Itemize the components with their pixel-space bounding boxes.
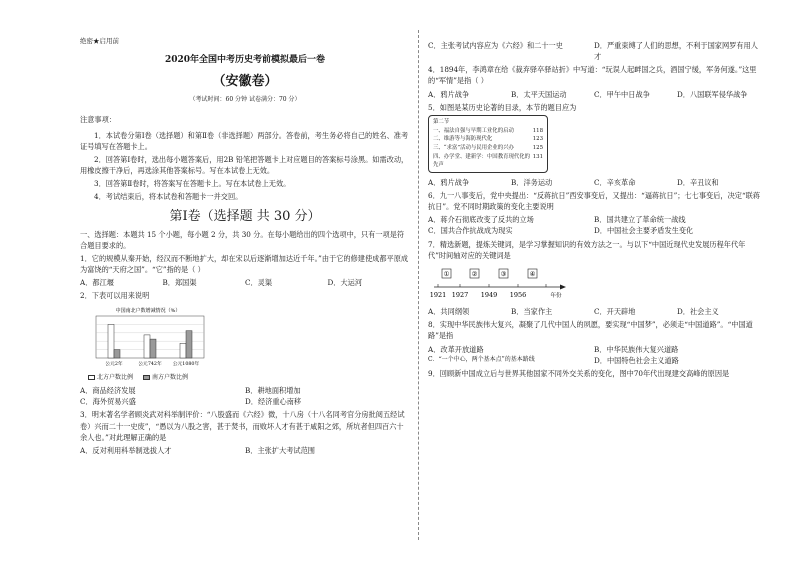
timeline-arrow-icon xyxy=(560,284,566,289)
question-options xyxy=(80,277,410,288)
timeline-unit: 年份 xyxy=(550,292,562,299)
notice-item: 2．回答第Ⅰ卷时，选出每小题答案后，用2B 铅笔把答题卡上对应题目的答案标号涂黑。如需改动，用橡皮擦干净后，再选涂其他答案标号。写在本试卷上无效。 xyxy=(80,154,409,176)
chart-bar xyxy=(114,349,120,357)
toc-header: 第二节 xyxy=(433,118,450,125)
question-stem: 4．1894年，李鸿章在给《裁弃驿卒驿站折》中写道：“玩误人起衅国之兵，酒国宁缓，军务何遂。”这里的“军情”是指（ ） xyxy=(428,65,757,86)
option[interactable]: A．反对利用科举制选拔人才 xyxy=(80,445,172,455)
option[interactable]: B．主张扩大考试范围 xyxy=(245,445,315,455)
question-options xyxy=(80,445,410,456)
timeline-marker: ③ xyxy=(500,269,507,278)
exam-title: 2020年全国中考历史考前模拟最后一卷 xyxy=(164,55,326,66)
notice-item: 3．回答第Ⅱ卷时，将答案写在答题卡上。写在本试卷上无效。 xyxy=(94,179,291,189)
exam-meta: （考试时间：60 分钟 试卷满分：70 分） xyxy=(189,96,301,104)
option[interactable]: B．当家作主 xyxy=(511,307,553,317)
option[interactable]: B．洋务运动 xyxy=(511,177,553,187)
option[interactable]: C．国共合作抗战成为现实 xyxy=(428,226,513,236)
option[interactable]: B．太平天国运动 xyxy=(511,89,567,99)
question-options xyxy=(428,214,760,236)
chart-bar xyxy=(186,330,192,357)
notice-item: 4．考试结束后，将本试卷和答题卡一并交回。 xyxy=(94,192,243,202)
option[interactable]: C．海外贸易兴盛 xyxy=(80,397,136,407)
legend-swatch xyxy=(88,375,95,380)
notice-item: 1．本试卷分第Ⅰ卷（选择题）和第Ⅱ卷（非选择题）两部分。答卷前，考生务必将自己的姓名、准考证号填写在答题卡上。 xyxy=(80,130,409,151)
option[interactable]: D．大运河 xyxy=(327,278,363,288)
question-stem: 2．下表可以用来说明 xyxy=(80,291,150,301)
option[interactable]: A．商品经济发展 xyxy=(80,386,136,396)
option[interactable]: B．中华民族伟大复兴道路 xyxy=(594,344,679,354)
option[interactable]: C．辛亥革命 xyxy=(594,177,636,187)
option[interactable]: D．中国特色社会主义道路 xyxy=(594,355,679,365)
left-column xyxy=(80,36,410,458)
question-stem: 5．如图是某历史论著的目录，本节的题目应为 xyxy=(428,102,577,112)
exam-region: （安徽卷） xyxy=(212,74,278,89)
timeline-year: 1927 xyxy=(451,290,469,299)
book-toc xyxy=(428,115,548,173)
chart-title: 中国南北户数增减情况（%） xyxy=(115,307,181,314)
part-intro: 一、选择题：本题共 15 个小题，每小题 2 分，共 30 分。在每小题给出的四个选项中，只有一项是符合题目要求的。 xyxy=(80,229,405,250)
question-stem: 9．回顾新中国成立后与世界其他国家不同外交关系的变化，图中70年代出现建交高峰的原因是 xyxy=(428,368,730,378)
toc-row: 四、办学堂、建新学：中国教育现代化的先声 131 xyxy=(433,153,543,169)
secret-mark: 绝密★启用前 xyxy=(80,37,119,45)
option[interactable]: D．经济重心南移 xyxy=(245,397,302,407)
chart-category-label: 公元742年 xyxy=(138,361,162,367)
chart-bar xyxy=(144,335,150,358)
option[interactable]: C．灵渠 xyxy=(245,278,273,288)
option[interactable]: A．共同纲领 xyxy=(428,307,470,317)
chart-bar xyxy=(180,343,186,358)
option[interactable]: C．甲午中日战争 xyxy=(594,89,650,99)
option[interactable]: B．耕地面积增加 xyxy=(245,386,301,396)
chart-legend xyxy=(88,373,410,382)
option[interactable]: A．改革开放道路 xyxy=(428,344,484,354)
option[interactable]: D．八国联军侵华战争 xyxy=(677,89,748,99)
question-stem: 7．精选新题，提炼关键词，是学习掌握知识的有效方法之一。与以下“中国近现代史发展历程年代年代”时间轴对应的关键词是 xyxy=(428,239,746,260)
toc-row: 一、福法自强与早期工业化的启动 118 xyxy=(433,127,543,134)
question-options xyxy=(80,385,410,407)
notice-title: 注意事项： xyxy=(80,115,116,125)
timeline-year: 1921 xyxy=(429,290,447,299)
legend-item-south: 南方户数比例 xyxy=(143,373,188,382)
chart-category-label: 公元1080年 xyxy=(172,361,200,367)
timeline-marker: ① xyxy=(443,269,450,278)
timeline-year: 1949 xyxy=(480,290,498,299)
chart-bar xyxy=(150,339,156,358)
option[interactable]: A．都江堰 xyxy=(80,278,114,288)
history-timeline xyxy=(429,265,572,301)
question-stem: 8．实现中华民族伟大复兴，凝聚了几代中国人的夙愿，要实现“中国梦”，必须走“中国道路”。“中国道路”是指 xyxy=(428,320,753,341)
toc-row: 三、“求富”活动与民用企业的兴办 125 xyxy=(433,144,543,151)
question-stem: 3．明末著名学者顾炎武对科举制评价：“八股盛而《六经》微，十八房（十八名同考官分房批阅五经试卷）兴而二十一史废”，“愚以为八股之害，甚于焚书，而败坏人才有甚于咸阳之郊，所坑者但四百六十余人也。”对此理解正确的是 xyxy=(80,410,405,442)
option[interactable]: B．国共建立了革命统一战线 xyxy=(594,215,686,225)
timeline-marker: ④ xyxy=(529,269,536,278)
question-options xyxy=(428,344,760,366)
timeline-year: 1956 xyxy=(509,290,527,299)
question-stem: 6．九一八事变后，党中央提出：“反蒋抗日”西安事变后，又提出：“逼蒋抗日”；七七事变后，决定“联蒋抗日”。党不同时期政策的变化主要说明 xyxy=(428,190,761,212)
option[interactable]: C．开天辟地 xyxy=(594,307,636,317)
question-options xyxy=(428,40,760,62)
option[interactable]: C．主张考试内容应为《六经》和二十一史 xyxy=(428,41,563,50)
option[interactable]: A．蒋介石彻底改变了反共的立场 xyxy=(428,215,534,225)
option[interactable]: B．郑国渠 xyxy=(162,278,197,288)
legend-item-north: 北方户数比例 xyxy=(88,373,133,382)
timeline-marker: ② xyxy=(471,269,478,278)
question-options xyxy=(428,89,760,100)
option[interactable]: A．鸦片战争 xyxy=(428,89,470,99)
option[interactable]: D．辛丑议和 xyxy=(677,177,719,187)
toc-row: 二、维游等与海防现代化 123 xyxy=(433,136,543,143)
option[interactable]: A．鸦片战争 xyxy=(428,177,470,187)
option[interactable]: D．中国社会主要矛盾发生变化 xyxy=(594,226,694,236)
part-title: 第Ⅰ卷（选择题 共 30 分） xyxy=(169,208,321,224)
option[interactable]: C．“一个中心，两个基本点”的基本路线 xyxy=(428,355,535,363)
question-options xyxy=(428,177,760,188)
legend-swatch xyxy=(143,375,150,380)
right-column xyxy=(428,40,760,381)
question-options xyxy=(428,306,760,317)
chart-category-label: 公元2年 xyxy=(105,361,123,367)
chart-bar xyxy=(108,324,114,358)
question-stem: 1．它的规模从秦开始，经汉而不断地扩大，却在宋以后逐渐增加达近千年。”由于它的修建使成都平原成为富饶的“天府之国”。“它”指的是（ ） xyxy=(80,253,409,275)
household-bar-chart xyxy=(88,306,208,368)
column-divider xyxy=(418,30,419,540)
option[interactable]: D．社会主义 xyxy=(677,307,719,317)
option[interactable]: D．严重束缚了人们的思想，不利于国家网罗有用人才 xyxy=(594,41,758,62)
